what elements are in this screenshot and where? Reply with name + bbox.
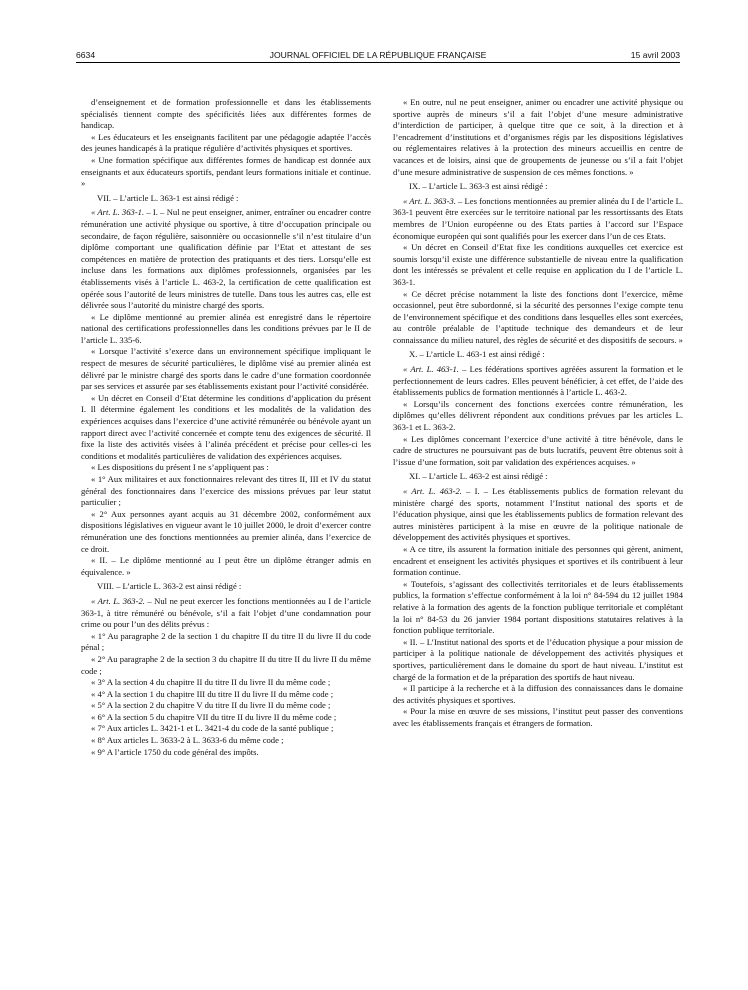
paragraph: « Lorsqu’ils concernent des fonctions exercées contre rémunération, les diplômes qu’elles délivrent répondent aux conditions prévues par les articles L. 363-1 et L. 363-2. [393,398,683,433]
paragraph: « Les éducateurs et les enseignants facilitent par une pédagogie adaptée l’accès des jeunes handicapés à la pratique régulière d’activités physiques et sportives. [81,131,371,154]
article-reference: « Art. L. 463-2. [403,486,462,496]
paragraph: « 2° Aux personnes ayant acquis au 31 décembre 2002, conformément aux dispositions législatives en vigueur avant le 10 juillet 2000, le droit d’exercer contre rémunération une des fonctions mentionnées au premier alinéa, dans l’exercice de ce droit. [81,508,371,554]
paragraph: « Lorsque l’activité s’exerce dans un environnement spécifique impliquant le respect de mesures de sécurité particulières, le diplôme visé au premier alinéa est délivré par le ministre chargé des sports dans le cadre d’une formation coordonnée par ses services et assurée par ses établissements existant pour l’activité considérée. [81,346,371,392]
issue-date: 15 avril 2003 [630,50,680,60]
paragraph-text: – Les fonctions mentionnées au premier alinéa du I de l’article L. 363-1 peuvent être exercées sur le territoire national par les ressortissants des Etats membres de l’Union européenne ou des Etats parties à l’accord sur l’Espace économique européen qui sont qualifiés pour les exercer dans l’un de ces Etats. [393,195,683,241]
paragraph: « Un décret en Conseil d’Etat détermine les conditions d’application du présent I. Il détermine également les conditions et les modalités de la validation des expériences acquises dans l’exercice d’une activité rémunérée ou bénévole ayant un rapport direct avec l’activité concernée et compte tenu des exigences de sécurité. Il fixe la liste des activités visées à l’alinéa précédent et précise pour celles-ci les conditions et modalités particulières de validation des expériences acquises. [81,392,371,461]
paragraph: « Un décret en Conseil d’Etat fixe les conditions auxquelles cet exercice est soumis lorsqu’il existe une différence substantielle de niveau entre la qualification dont les intéressés se prévalent et celle requise en application du I de l’article L. 363-1. [393,242,683,287]
paragraph: « Il participe à la recherche et à la diffusion des connaissances dans le domaine des activités physiques et sportives. [393,683,683,705]
article-reference: « Art. L. 363-1. [91,207,145,218]
paragraph: « Toutefois, s’agissant des collectivités territoriales et de leurs établissements publics, la formation s’effectue conformément à la loi n° 84-594 du 12 juillet 1984 relative à la formation des agents de la fonction publique territoriale et complétant la loi n° 84-53 du 26 janvier 1984 portant dispositions statutaires relatives à la fonction publique territoriale. [393,578,683,636]
section-heading: XI. – L’article L. 463-2 est ainsi rédigé : [409,471,548,482]
paragraph: « 2° Au paragraphe 2 de la section 3 du chapitre II du titre II du livre II du même code ; [81,653,371,676]
paragraph: « 6° A la section 5 du chapitre VII du titre II du livre II du même code ; [91,711,337,722]
paragraph-text: – Nul ne peut exercer les fonctions mentionnées au I de l’article 363-1, à titre rémunéré ou bénévole, s’il a fait l’objet d’une condamnation pour crime ou pour l’un des délits prévus : [81,595,371,630]
page-header [76,50,680,66]
paragraph: « 3° A la section 4 du chapitre II du titre II du livre II du même code ; [91,677,331,688]
paragraph [393,196,683,242]
paragraph-text: – Les fédérations sportives agréées assurent la formation et le perfectionnement de leurs cadres. Elles peuvent bénéficier, à cet effet, de l’aide des établissements publics de formation mentionnés à l’article L. 463-2. [393,364,683,398]
paragraph-text: – I. – Les établissements publics de formation relevant du ministère chargé des sports, notamment l’Institut national des sports et de l’éducation physique, ainsi que les établissements publics de formation relevant des autres ministères participent à la mise en œuvre de la politique nationale de développement des activités physiques et sportives. [393,486,683,543]
paragraph: « 8° Aux articles L. 3633-2 à L. 3633-6 du même code ; [91,735,284,746]
header-rule [76,62,680,63]
article-reference: « Art. L. 463-1. [403,364,459,375]
journal-title: JOURNAL OFFICIEL DE LA RÉPUBLIQUE FRANÇAISE [269,50,487,60]
article-reference: « Art. L. 363-2. [91,595,145,606]
paragraph: d’enseignement et de formation professionnelle et dans les établissements spécialisés tiennent compte des spécificités liées aux différentes formes de handicap. [81,97,371,131]
right-column [393,97,683,729]
paragraph: « II. – Le diplôme mentionné au I peut être un diplôme étranger admis en équivalence. » [81,555,371,577]
section-heading: VIII. – L’article L. 363-2 est ainsi rédigé : [97,581,242,592]
paragraph: « En outre, nul ne peut enseigner, animer ou encadrer une activité physique ou sportive auprès de mineurs s’il a fait l’objet d’une mesure administrative d’interdiction de participer, à quelque titre que ce soit, à la direction et à l’encadrement d’institutions et d’organismes régis par les dispositions législatives ou réglementaires relatives à la protection des mineurs accueillis en centre de vacances et de loisirs, ainsi que de groupements de jeunesse ou s’il a fait l’objet d’une mesure administrative de suspension de ces mêmes fonctions. » [393,97,683,177]
paragraph [393,364,683,399]
paragraph: « II. – L’Institut national des sports et de l’éducation physique a pour mission de participer à la politique nationale de développement des activités physiques et sportives, particulièrement dans le domaine du sport de haut niveau. L’institut est chargé de la formation et de la préparation des sportifs de haut niveau. [393,636,683,682]
paragraph: « Ce décret précise notamment la liste des fonctions dont l’exercice, même occasionnel, peut être subordonné, si la sécurité des personnes l’exige compte tenu de l’environnement spécifique et des conditions dans lesquelles elles sont exercées, au contrôle préalable de l’aptitude technique des demandeurs et de leur connaissance du milieu naturel, des règles de sécurité et des dispositifs de secours. » [393,288,683,345]
section-heading: IX. – L’article L. 363-3 est ainsi rédigé : [409,181,548,192]
paragraph: « 9° A l’article 1750 du code général des impôts. [91,746,259,757]
article-reference: « Art. L. 363-3. [403,195,456,206]
left-column [81,97,371,758]
paragraph [81,207,371,311]
paragraph: « A ce titre, ils assurent la formation initiale des personnes qui gèrent, animent, encadrent et enseignent les activités physiques et sportives et ils contribuent à leur formation continue. [393,543,683,578]
paragraph: « 7° Aux articles L. 3421-1 et L. 3421-4 du code de la santé publique ; [91,723,334,734]
paragraph: « 4° A la section 1 du chapitre III du titre II du livre II du même code ; [91,688,334,699]
page-number: 6634 [76,50,96,60]
paragraph: « 1° Au paragraphe 2 de la section 1 du chapitre II du titre II du livre II du code pénal ; [81,630,371,653]
paragraph: « 5° A la section 2 du chapitre V du titre II du livre II du même code ; [91,700,331,711]
paragraph [393,486,683,544]
paragraph: « Le diplôme mentionné au premier alinéa est enregistré dans le répertoire national des certifications professionnelles dans les conditions prévues par le II de l’article L. 335-6. [81,311,371,345]
section-heading: X. – L’article L. 463-1 est ainsi rédigé : [409,349,545,360]
section-heading: VII. – L’article L. 363-1 est ainsi rédigé : [97,192,239,203]
paragraph: « 1° Aux militaires et aux fonctionnaires relevant des titres II, III et IV du statut général des fonctionnaires dans l’exercice des missions prévues par leur statut particulier ; [81,474,371,508]
paragraph [81,596,371,631]
paragraph: « Les dispositions du présent I ne s’appliquent pas : [91,462,269,473]
paragraph: « Une formation spécifique aux différentes formes de handicap est donnée aux enseignants et aux éducateurs sportifs, pendant leurs formations initiale et continue. » [81,154,371,189]
paragraph: « Les diplômes concernant l’exercice d’une activité à titre bénévole, dans le cadre de structures ne poursuivant pas de buts lucratifs, peuvent être obtenus soit à l’issue d’une formation, soit par validation des expériences acquises. » [393,433,683,467]
paragraph-text: – I. – Nul ne peut enseigner, animer, entraîner ou encadrer contre rémunération une activité physique ou sportive, à titre d’occupation principale ou secondaire, de façon régulière, saisonnière ou occasionnelle s’il n’est titulaire d’un diplôme comportant une qualification définie par l’Etat et attestant de ses compétences en matière de protection des pratiquants et des tiers. Lorsqu’elle est incluse dans les formations aux diplômes professionnels, organisées par les établissements visés à l’article L. 463-2, la certification de cette qualification est opérée sous l’autorité de leurs ministres de tutelle. Dans tous les autres cas, elle est délivrée sous l’autorité du ministre chargé des sports. [81,207,371,311]
paragraph: « Pour la mise en œuvre de ses missions, l’institut peut passer des conventions avec les établissements français et étrangers de formation. [393,706,683,728]
